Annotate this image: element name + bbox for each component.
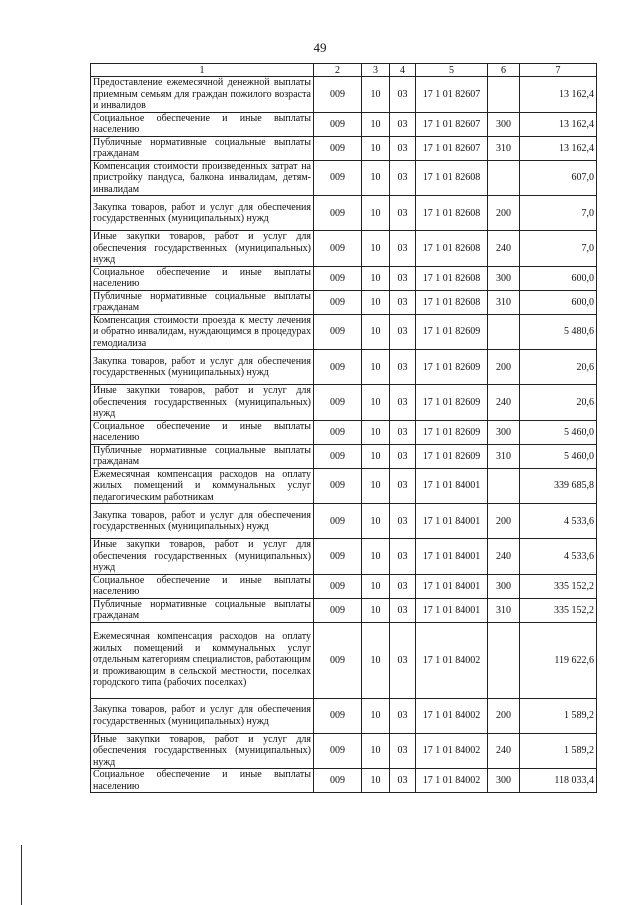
row-amount: 600,0 <box>520 266 597 290</box>
row-section: 10 <box>362 622 390 698</box>
row-section: 10 <box>362 698 390 733</box>
row-expense-type: 310 <box>488 136 520 160</box>
row-target-article: 17 1 01 82608 <box>416 160 488 196</box>
table-row <box>91 136 597 160</box>
row-expense-type <box>488 160 520 196</box>
table-row <box>91 196 597 231</box>
row-subsection: 03 <box>390 420 416 444</box>
table-body <box>91 77 597 793</box>
row-name: Публичные нормативные социальные выплаты гражданам <box>91 598 314 622</box>
row-expense-type: 200 <box>488 698 520 733</box>
row-subsection: 03 <box>390 290 416 314</box>
row-subsection: 03 <box>390 231 416 267</box>
table-row <box>91 733 597 769</box>
row-amount: 13 162,4 <box>520 136 597 160</box>
row-target-article: 17 1 01 84002 <box>416 622 488 698</box>
row-amount: 119 622,6 <box>520 622 597 698</box>
row-subsection: 03 <box>390 468 416 504</box>
row-target-article: 17 1 01 82608 <box>416 266 488 290</box>
row-amount: 20,6 <box>520 385 597 421</box>
row-subsection: 03 <box>390 196 416 231</box>
row-target-article: 17 1 01 84002 <box>416 769 488 793</box>
row-subsection: 03 <box>390 314 416 350</box>
table-row <box>91 314 597 350</box>
row-target-article: 17 1 01 82609 <box>416 314 488 350</box>
table-row <box>91 598 597 622</box>
table-row <box>91 622 597 698</box>
row-expense-type: 300 <box>488 266 520 290</box>
row-expense-type <box>488 314 520 350</box>
row-name: Предоставление ежемесячной денежной выплаты приемным семьям для граждан пожилого возраста и инвалидов <box>91 77 314 113</box>
row-amount: 607,0 <box>520 160 597 196</box>
row-section: 10 <box>362 290 390 314</box>
row-name: Социальное обеспечение и иные выплаты населению <box>91 574 314 598</box>
row-admin-code: 009 <box>314 622 362 698</box>
row-expense-type: 310 <box>488 598 520 622</box>
row-expense-type: 240 <box>488 385 520 421</box>
row-subsection: 03 <box>390 444 416 468</box>
table-row <box>91 290 597 314</box>
row-amount: 7,0 <box>520 231 597 267</box>
row-amount: 335 152,2 <box>520 598 597 622</box>
row-subsection: 03 <box>390 539 416 575</box>
row-section: 10 <box>362 266 390 290</box>
row-subsection: 03 <box>390 266 416 290</box>
table-row <box>91 385 597 421</box>
row-name: Социальное обеспечение и иные выплаты населению <box>91 112 314 136</box>
table-row <box>91 420 597 444</box>
row-target-article: 17 1 01 84002 <box>416 698 488 733</box>
row-section: 10 <box>362 385 390 421</box>
row-admin-code: 009 <box>314 420 362 444</box>
table-row <box>91 77 597 113</box>
column-header-4: 4 <box>390 64 416 77</box>
row-name: Иные закупки товаров, работ и услуг для обеспечения государственных (муниципальных) нужд <box>91 231 314 267</box>
row-expense-type: 300 <box>488 574 520 598</box>
row-section: 10 <box>362 468 390 504</box>
row-name: Закупка товаров, работ и услуг для обеспечения государственных (муниципальных) нужд <box>91 350 314 385</box>
row-expense-type: 200 <box>488 350 520 385</box>
row-subsection: 03 <box>390 769 416 793</box>
table-row <box>91 468 597 504</box>
row-name: Ежемесячная компенсация расходов на оплату жилых помещений и коммунальных услуг отдельным категориям специалистов, работающим и проживающим в сельской местности, поселках городского типа (рабочих поселках) <box>91 622 314 698</box>
row-target-article: 17 1 01 82608 <box>416 231 488 267</box>
row-section: 10 <box>362 77 390 113</box>
row-expense-type <box>488 622 520 698</box>
row-name: Публичные нормативные социальные выплаты гражданам <box>91 136 314 160</box>
table-row <box>91 231 597 267</box>
row-section: 10 <box>362 504 390 539</box>
column-header-3: 3 <box>362 64 390 77</box>
row-name: Социальное обеспечение и иные выплаты населению <box>91 266 314 290</box>
row-amount: 1 589,2 <box>520 698 597 733</box>
row-target-article: 17 1 01 82607 <box>416 136 488 160</box>
row-subsection: 03 <box>390 598 416 622</box>
column-header-1: 1 <box>91 64 314 77</box>
row-expense-type: 240 <box>488 231 520 267</box>
row-name: Компенсация стоимости произведенных затрат на пристройку пандуса, балкона инвалидам, детям-инвалидам <box>91 160 314 196</box>
column-header-5: 5 <box>416 64 488 77</box>
row-amount: 118 033,4 <box>520 769 597 793</box>
table-row <box>91 112 597 136</box>
row-admin-code: 009 <box>314 733 362 769</box>
row-amount: 335 152,2 <box>520 574 597 598</box>
row-admin-code: 009 <box>314 231 362 267</box>
table-row <box>91 444 597 468</box>
row-name: Закупка товаров, работ и услуг для обеспечения государственных (муниципальных) нужд <box>91 698 314 733</box>
row-expense-type: 300 <box>488 769 520 793</box>
row-amount: 5 460,0 <box>520 444 597 468</box>
row-target-article: 17 1 01 82609 <box>416 385 488 421</box>
row-admin-code: 009 <box>314 196 362 231</box>
row-subsection: 03 <box>390 622 416 698</box>
column-header-7: 7 <box>520 64 597 77</box>
row-amount: 5 460,0 <box>520 420 597 444</box>
page-number: 49 <box>313 40 327 55</box>
row-section: 10 <box>362 136 390 160</box>
row-section: 10 <box>362 112 390 136</box>
row-admin-code: 009 <box>314 539 362 575</box>
row-name: Ежемесячная компенсация расходов на оплату жилых помещений и коммунальных услуг педагогическим работникам <box>91 468 314 504</box>
row-admin-code: 009 <box>314 112 362 136</box>
row-admin-code: 009 <box>314 698 362 733</box>
header-row <box>91 64 597 77</box>
table-row <box>91 504 597 539</box>
row-name: Иные закупки товаров, работ и услуг для обеспечения государственных (муниципальных) нужд <box>91 385 314 421</box>
table-row <box>91 574 597 598</box>
row-subsection: 03 <box>390 698 416 733</box>
row-section: 10 <box>362 314 390 350</box>
row-admin-code: 009 <box>314 769 362 793</box>
row-section: 10 <box>362 231 390 267</box>
row-section: 10 <box>362 769 390 793</box>
column-header-2: 2 <box>314 64 362 77</box>
row-admin-code: 009 <box>314 77 362 113</box>
table-row <box>91 769 597 793</box>
row-target-article: 17 1 01 84001 <box>416 598 488 622</box>
row-target-article: 17 1 01 82609 <box>416 420 488 444</box>
table-row <box>91 698 597 733</box>
row-amount: 4 533,6 <box>520 539 597 575</box>
row-name: Публичные нормативные социальные выплаты гражданам <box>91 444 314 468</box>
column-header-6: 6 <box>488 64 520 77</box>
row-section: 10 <box>362 574 390 598</box>
row-target-article: 17 1 01 84002 <box>416 733 488 769</box>
row-amount: 20,6 <box>520 350 597 385</box>
row-section: 10 <box>362 539 390 575</box>
row-admin-code: 009 <box>314 314 362 350</box>
row-amount: 13 162,4 <box>520 77 597 113</box>
row-section: 10 <box>362 196 390 231</box>
row-amount: 600,0 <box>520 290 597 314</box>
row-admin-code: 009 <box>314 574 362 598</box>
row-admin-code: 009 <box>314 468 362 504</box>
row-name: Иные закупки товаров, работ и услуг для обеспечения государственных (муниципальных) нужд <box>91 539 314 575</box>
row-amount: 13 162,4 <box>520 112 597 136</box>
row-admin-code: 009 <box>314 160 362 196</box>
row-expense-type: 300 <box>488 420 520 444</box>
row-subsection: 03 <box>390 574 416 598</box>
row-expense-type: 300 <box>488 112 520 136</box>
row-section: 10 <box>362 444 390 468</box>
row-subsection: 03 <box>390 160 416 196</box>
row-target-article: 17 1 01 82608 <box>416 196 488 231</box>
row-expense-type: 310 <box>488 444 520 468</box>
row-amount: 5 480,6 <box>520 314 597 350</box>
row-admin-code: 009 <box>314 598 362 622</box>
row-name: Социальное обеспечение и иные выплаты населению <box>91 420 314 444</box>
table-row <box>91 539 597 575</box>
row-expense-type <box>488 468 520 504</box>
row-section: 10 <box>362 733 390 769</box>
table-row <box>91 160 597 196</box>
row-expense-type: 200 <box>488 196 520 231</box>
row-expense-type <box>488 77 520 113</box>
table-row <box>91 350 597 385</box>
row-subsection: 03 <box>390 350 416 385</box>
row-amount: 339 685,8 <box>520 468 597 504</box>
row-amount: 7,0 <box>520 196 597 231</box>
row-target-article: 17 1 01 82607 <box>416 77 488 113</box>
table-row <box>91 266 597 290</box>
row-admin-code: 009 <box>314 350 362 385</box>
row-target-article: 17 1 01 84001 <box>416 504 488 539</box>
row-amount: 4 533,6 <box>520 504 597 539</box>
row-expense-type: 310 <box>488 290 520 314</box>
row-expense-type: 240 <box>488 733 520 769</box>
margin-rule <box>21 845 22 905</box>
row-target-article: 17 1 01 84001 <box>416 539 488 575</box>
row-name: Компенсация стоимости проезда к месту лечения и обратно инвалидам, нуждающимся в процедурах гемодиализа <box>91 314 314 350</box>
row-expense-type: 240 <box>488 539 520 575</box>
row-subsection: 03 <box>390 112 416 136</box>
row-admin-code: 009 <box>314 444 362 468</box>
row-admin-code: 009 <box>314 136 362 160</box>
row-target-article: 17 1 01 82609 <box>416 444 488 468</box>
row-target-article: 17 1 01 82608 <box>416 290 488 314</box>
row-name: Социальное обеспечение и иные выплаты населению <box>91 769 314 793</box>
row-subsection: 03 <box>390 77 416 113</box>
row-admin-code: 009 <box>314 290 362 314</box>
row-name: Закупка товаров, работ и услуг для обеспечения государственных (муниципальных) нужд <box>91 504 314 539</box>
row-subsection: 03 <box>390 733 416 769</box>
row-section: 10 <box>362 420 390 444</box>
row-section: 10 <box>362 598 390 622</box>
row-admin-code: 009 <box>314 266 362 290</box>
row-section: 10 <box>362 350 390 385</box>
row-target-article: 17 1 01 82609 <box>416 350 488 385</box>
row-target-article: 17 1 01 84001 <box>416 468 488 504</box>
row-amount: 1 589,2 <box>520 733 597 769</box>
row-target-article: 17 1 01 84001 <box>416 574 488 598</box>
row-subsection: 03 <box>390 385 416 421</box>
row-target-article: 17 1 01 82607 <box>416 112 488 136</box>
row-admin-code: 009 <box>314 504 362 539</box>
row-admin-code: 009 <box>314 385 362 421</box>
row-subsection: 03 <box>390 136 416 160</box>
row-name: Публичные нормативные социальные выплаты гражданам <box>91 290 314 314</box>
row-name: Иные закупки товаров, работ и услуг для обеспечения государственных (муниципальных) нужд <box>91 733 314 769</box>
row-name: Закупка товаров, работ и услуг для обеспечения государственных (муниципальных) нужд <box>91 196 314 231</box>
budget-table <box>90 63 597 793</box>
row-section: 10 <box>362 160 390 196</box>
row-subsection: 03 <box>390 504 416 539</box>
row-expense-type: 200 <box>488 504 520 539</box>
